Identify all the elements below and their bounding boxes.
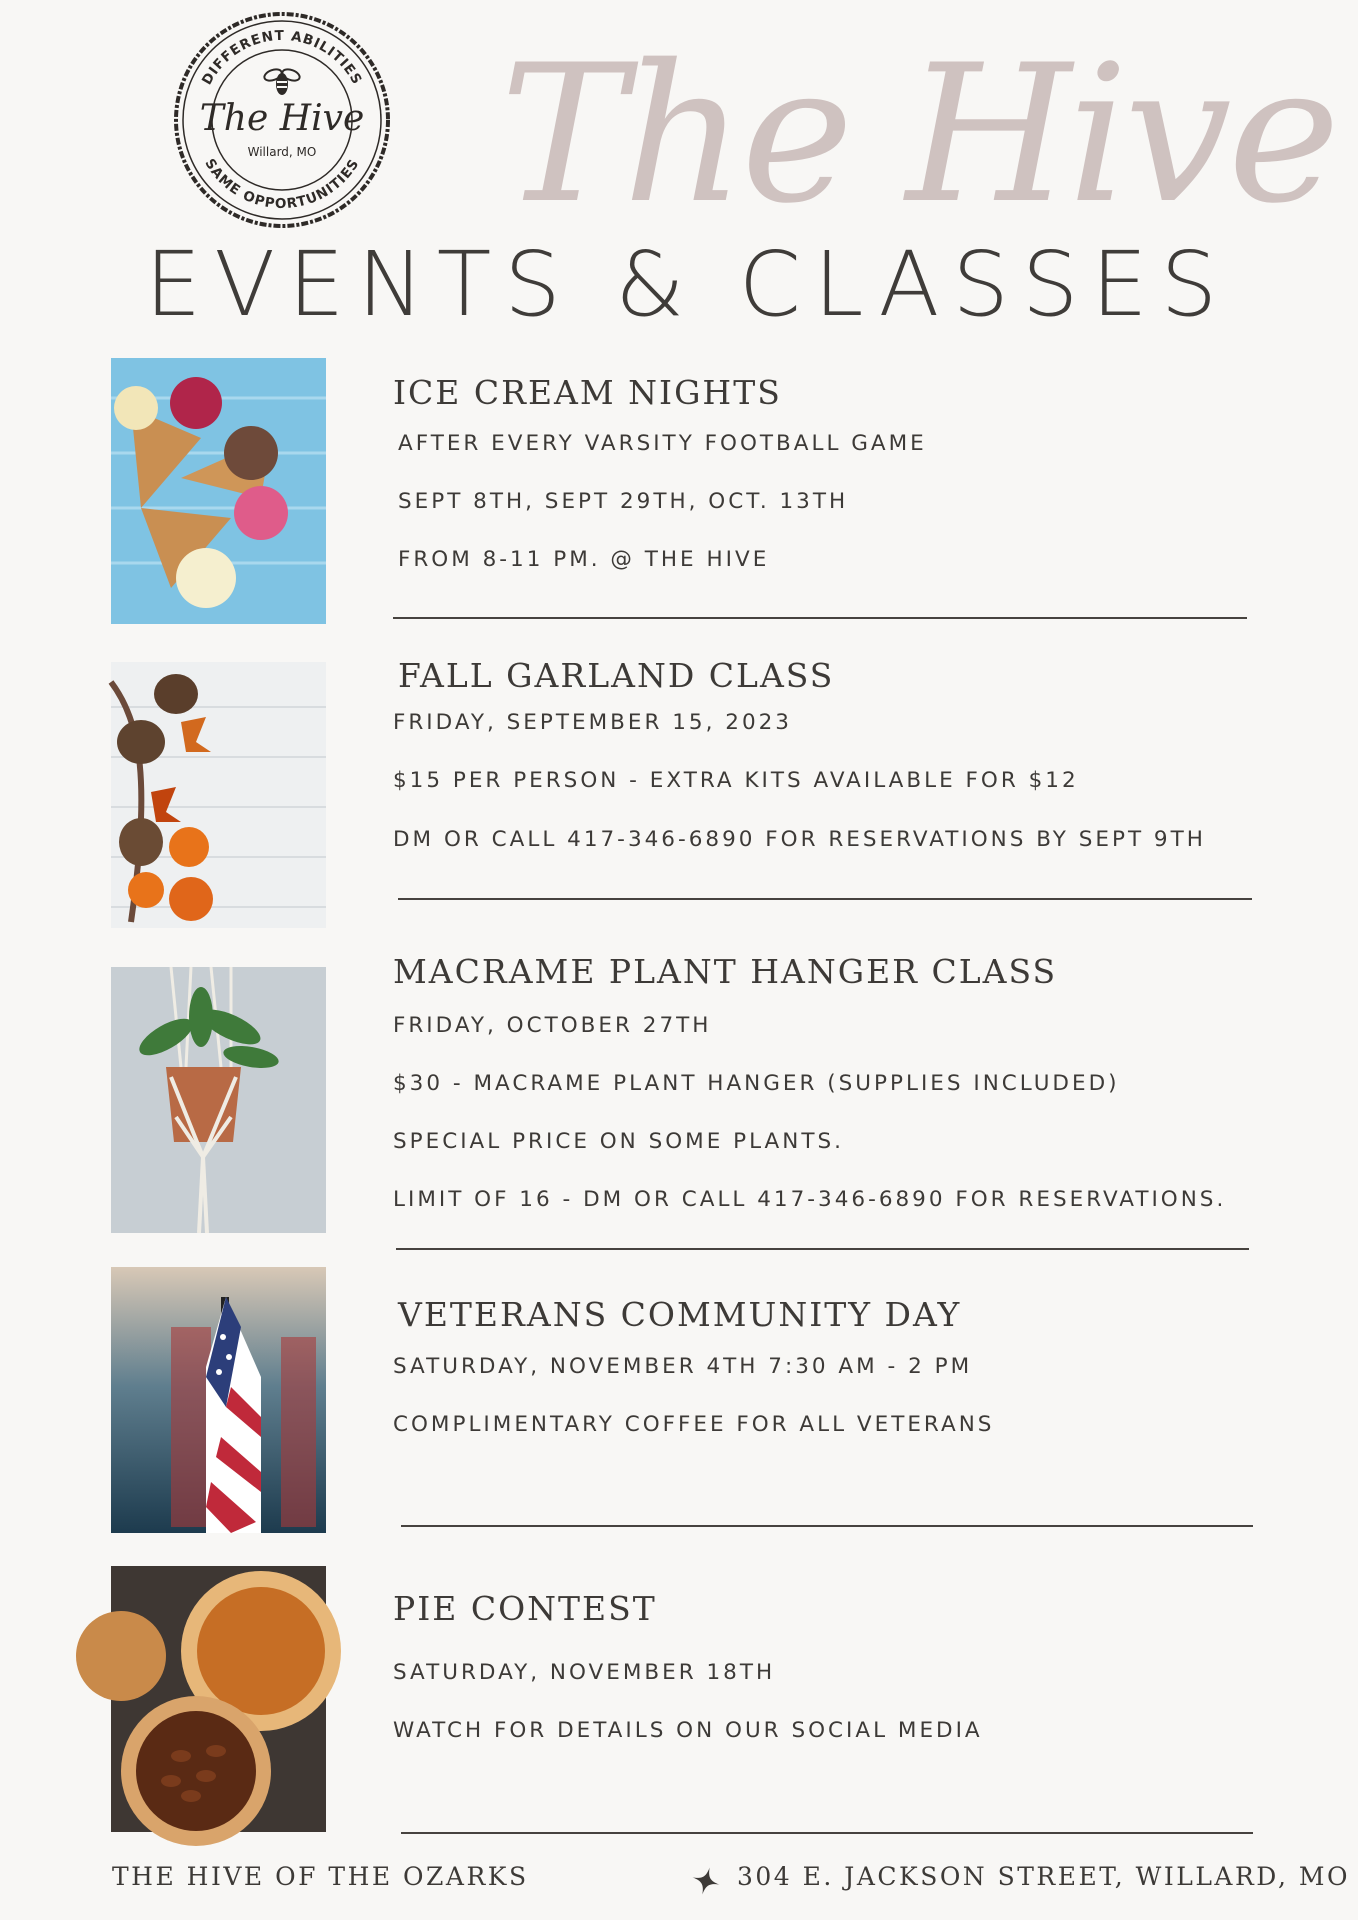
footer-address: 304 E. JACKSON STREET, WILLARD, MO: [737, 1862, 1350, 1891]
section-divider: [401, 1832, 1253, 1834]
event-title-fall-garland: FALL GARLAND CLASS: [398, 656, 835, 695]
event-detail: $30 - MACRAME PLANT HANGER (SUPPLIES INCLUDED): [393, 1071, 1120, 1096]
bee-icon: [263, 67, 301, 94]
event-title-macrame: MACRAME PLANT HANGER CLASS: [393, 952, 1058, 991]
section-divider: [398, 898, 1252, 900]
event-detail: WATCH FOR DETAILS ON OUR SOCIAL MEDIA: [393, 1718, 983, 1743]
event-detail: LIMIT OF 16 - DM OR CALL 417-346-6890 FOR RESERVATIONS.: [393, 1187, 1227, 1212]
logo-name: The Hive: [199, 98, 365, 139]
event-detail: COMPLIMENTARY COFFEE FOR ALL VETERANS: [393, 1412, 995, 1437]
footer-org-name: THE HIVE OF THE OZARKS: [112, 1862, 529, 1891]
flags-image: [111, 1267, 326, 1533]
section-divider: [401, 1525, 1253, 1527]
fall-garland-image: [111, 662, 326, 928]
sparkle-star-icon: [690, 1865, 722, 1897]
event-detail: SEPT 8TH, SEPT 29TH, OCT. 13TH: [398, 489, 849, 514]
event-detail: SATURDAY, NOVEMBER 4TH 7:30 AM - 2 PM: [393, 1354, 973, 1379]
section-divider: [393, 617, 1247, 619]
logo-location: Willard, MO: [247, 145, 317, 159]
script-title: [480, 10, 1337, 270]
svg-text:SAME OPPORTUNITIES: [201, 156, 362, 212]
section-divider: [396, 1248, 1249, 1250]
pies-image: [111, 1566, 326, 1832]
event-detail: FROM 8-11 PM. @ THE HIVE: [398, 547, 770, 572]
ice-cream-image: [111, 358, 326, 624]
event-title-pie-contest: PIE CONTEST: [393, 1589, 657, 1628]
event-detail: FRIDAY, OCTOBER 27TH: [393, 1013, 712, 1038]
event-detail: AFTER EVERY VARSITY FOOTBALL GAME: [398, 431, 927, 456]
event-title-veterans: VETERANS COMMUNITY DAY: [398, 1295, 962, 1334]
event-detail: FRIDAY, SEPTEMBER 15, 2023: [393, 710, 792, 735]
script-title-text: The Hive: [500, 24, 1337, 245]
event-title-ice-cream: ICE CREAM NIGHTS: [393, 373, 782, 412]
logo-top-text: DIFFERENT ABILITIES: [198, 27, 366, 88]
macrame-image: [111, 967, 326, 1233]
event-detail: SATURDAY, NOVEMBER 18TH: [393, 1660, 776, 1685]
event-detail: DM OR CALL 417-346-6890 FOR RESERVATIONS BY SEPT 9TH: [393, 827, 1206, 852]
event-detail: $15 PER PERSON - EXTRA KITS AVAILABLE FOR $12: [393, 768, 1079, 793]
event-detail: SPECIAL PRICE ON SOME PLANTS.: [393, 1129, 844, 1154]
logo-bottom-text: SAME OPPORTUNITIES: [201, 155, 363, 213]
page-title: EVENTS & CLASSES: [145, 232, 1231, 336]
hive-logo-seal: [170, 8, 394, 232]
